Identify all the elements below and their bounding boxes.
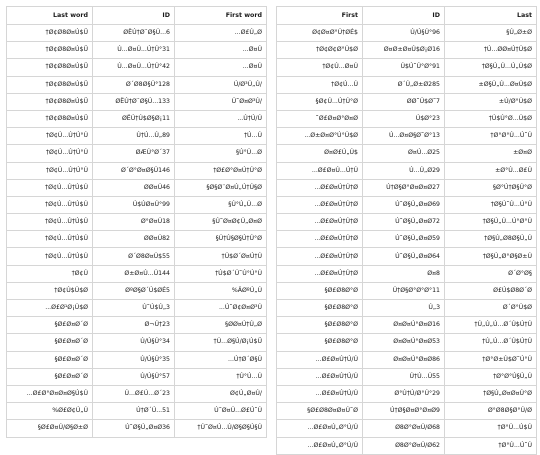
id-cell: Ú˜Ú$Ú„3 — [93, 300, 175, 317]
first-cell: ...Ø£Ø¤Ú†Ú/Ú — [277, 351, 363, 368]
table-row — [277, 162, 537, 179]
id-cell: Ú˜Ø§Ú„Ø¤Ø69 — [363, 196, 445, 213]
id-cell: Ú†Ø§Ø¤Ø°Ø¤Ø9 — [363, 403, 445, 420]
table-row — [7, 162, 267, 179]
id-cell: Ú...Ø¤Ú...Ú†Ú°31 — [93, 42, 175, 59]
id-cell: Ú/Ú§Ú°34 — [93, 334, 175, 351]
first-cell: ...Ø£Ø¤Ú†Ú†Ø — [277, 179, 363, 196]
table-row — [277, 110, 537, 127]
table-row — [277, 196, 537, 213]
last-cell: †Ø°Ú...Ú˜Ú — [445, 437, 537, 454]
last-word-cell: ...Ø£Ø¹Ø¡Ú$Ø — [7, 300, 93, 317]
id-cell: ØËÚ†Ú$Ø§Ø¡11 — [93, 110, 175, 127]
first-word-cell: §Ú°Ú„Ú...Ø — [175, 196, 267, 213]
table-row — [7, 42, 267, 59]
table-row — [7, 231, 267, 248]
last-cell: †Ø§Ú„Ø8Ø§Ú„Ú — [445, 231, 537, 248]
id-cell: Ú†Ú...Ú„89 — [93, 128, 175, 145]
id-cell: Ø8Ø°Ø¤Ú/Ø68 — [363, 420, 445, 437]
id-cell: Ø±Ø¤Ú...Ú144 — [93, 265, 175, 282]
id-cell: Ø¤Ø¤Ú°Ø¤Ø16 — [363, 317, 445, 334]
last-word-cell: †Ø¢Ú$Ú$Ø — [7, 282, 93, 299]
table-row — [7, 76, 267, 93]
table-row — [277, 248, 537, 265]
first-word-cell: †Ú...Ú — [175, 128, 267, 145]
first-word-cell: §ØØ¤Ú†Ú„Ø — [175, 317, 267, 334]
id-cell: Ø¤Ú...Ø25 — [363, 145, 445, 162]
last-cell: †Ø§Ú„Ú...Ú°Ø°Ú — [445, 214, 537, 231]
first-cell: ...Ø£Ø¤Ú†Ú†Ø — [277, 231, 363, 248]
last-cell: §Ø°Ú†Ø§Ú°Ø — [445, 179, 537, 196]
left-table — [6, 6, 267, 438]
last-cell: †Ú...ØØ¤Ú†Ú$Ø — [445, 42, 537, 59]
last-word-cell: §Ø£Ø¤Ø´Ø — [7, 334, 93, 351]
first-word-cell: ...Ú†Ø´Ø§Ú — [175, 351, 267, 368]
last-word-cell: †Ø¢Ø8Ø¤Ú$Ü — [7, 42, 93, 59]
table-row — [277, 214, 537, 231]
last-cell: Ø´Ø°Ú$Ø — [445, 300, 537, 317]
last-cell: §Ú„Ø±Ø — [445, 25, 537, 42]
table-row — [7, 196, 267, 213]
first-word-cell: †Ú°Ú...Ú — [175, 368, 267, 385]
first-cell: ...Ø£Ø¤Ú†Ú†Ø — [277, 248, 363, 265]
first-word-cell: †Ú$Ø´Ø¤Ú†Ú — [175, 248, 267, 265]
table-row — [277, 179, 537, 196]
last-word-cell: †Ø¢Ú...Ú†Ú$Ú — [7, 248, 93, 265]
table-row — [7, 248, 267, 265]
id-cell: ØËÚ†Ø¯Ø§Ú...6 — [93, 25, 175, 42]
first-cell: ...Ø±Ø¤Ø°Ú°Ú$Ø — [277, 128, 363, 145]
first-word-cell: ...Ø£Ú„Ø — [175, 25, 267, 42]
id-cell: Ø´Ø°Ø¤Ø§Ú146 — [93, 162, 175, 179]
table-row — [7, 385, 267, 402]
first-word-cell: ...Ø¤Ú — [175, 42, 267, 59]
first-word-cell: ...Ú†Ú/Ú — [175, 110, 267, 127]
table-row — [277, 282, 537, 299]
last-word-cell: ...Ø£Ø°Ø¤Ø¤Ø§Ú$Ú — [7, 385, 93, 402]
table-row — [277, 437, 537, 454]
last-cell: ±Ú/Ø°Ú$Ø — [445, 93, 537, 110]
first-cell: ...Ø£Ø¤Ú†Ú/Ú — [277, 385, 363, 402]
id-cell: Ø´Ú„Ø±Ø285 — [363, 76, 445, 93]
last-cell: †Ú$Ú°Ø...Ú$Ø — [445, 110, 537, 127]
id-cell: Ú†Ø§Ø°Ø¤Ø¤Ø27 — [363, 179, 445, 196]
table-row — [277, 403, 537, 420]
last-cell: †Ø°Ø°Ú...Ú˜Ú — [445, 128, 537, 145]
id-cell: Ø¤8 — [363, 265, 445, 282]
last-word-cell: †Ø¢Ú...Ú†Ú$Ú — [7, 231, 93, 248]
first-word-cell: †Ú...Ø§Ú/Ø¡Ú$Ü — [175, 334, 267, 351]
id-cell: Ú˜Ø§Ú„Ø¤Ø36 — [93, 420, 175, 437]
first-word-cell: ...Ø¤Ú — [175, 59, 267, 76]
right-header-last[interactable]: Last — [445, 7, 537, 25]
table-row — [7, 93, 267, 110]
last-cell: ±Ø¤Ø — [445, 145, 537, 162]
last-word-cell: †Ø¢Ú...Ú†Ú$Ú — [7, 179, 93, 196]
first-word-cell: §Ú†Ú§Ø§Ú†Ú°Ø — [175, 231, 267, 248]
id-cell: Ú˜Ø§Ú„Ø¤Ø59 — [363, 231, 445, 248]
id-cell: Ø°Ø¤Ú18 — [93, 214, 175, 231]
id-cell: Ø¤Ø¤Ú°Ø¤Ø53 — [363, 334, 445, 351]
first-word-cell: Ø¢Ú„Ø¤Ú/ — [175, 385, 267, 402]
id-cell: Ø¤Ø¤Ú°Ø¤Ø86 — [363, 351, 445, 368]
last-word-cell: †Ø¢Ø8Ø¤Ú$Ü — [7, 110, 93, 127]
last-cell: Ø´Ø°Ø§ — [445, 265, 537, 282]
table-row — [7, 128, 267, 145]
id-cell: Ú†Ú...Ú55 — [363, 368, 445, 385]
table-row — [277, 368, 537, 385]
table-row — [7, 25, 267, 42]
right-header-first[interactable]: First — [277, 7, 363, 25]
table-row — [7, 317, 267, 334]
last-word-cell: %Ø£Ø¢Ú„Ú — [7, 403, 93, 420]
last-word-cell: †Ø¢Ø8Ø¤Ú$Ü — [7, 25, 93, 42]
last-cell: ±Ø§Ú„Ú...Ø¤Ú$Ø — [445, 76, 537, 93]
first-cell: †Ø¢Ø¢Ø°Ú$Ø — [277, 42, 363, 59]
last-cell: ±Ø°Ú...Ø£Ú — [445, 162, 537, 179]
id-cell: Ø8Ø°Ø¤Ú/Ø62 — [363, 437, 445, 454]
last-word-cell: †Ø¢Ø8Ø¤Ú$Ü — [7, 93, 93, 110]
table-row — [277, 300, 537, 317]
table-row — [7, 351, 267, 368]
first-word-cell: §Ú˜Ø¤Ø¢Ú„Ø¤Ø — [175, 214, 267, 231]
first-cell: §Ø£Ø8Ø°Ø — [277, 317, 363, 334]
first-cell: §Ø£Ø8Ø¤Ø¤Ú˜Ø — [277, 403, 363, 420]
last-cell: †Ø§Ú„Ú...Ú„Ú$Ø — [445, 59, 537, 76]
first-word-cell: §Ø§Ø¨Ø¤Ú„Ú†Ú§Ø — [175, 179, 267, 196]
first-word-cell: Ú/Ø³Ú„Ú/ — [175, 76, 267, 93]
table-row — [7, 59, 267, 76]
id-cell: ØÆÚ°Ø´37 — [93, 145, 175, 162]
id-cell: Ú...Ø£Ú...Ø´23 — [93, 385, 175, 402]
table-row — [277, 420, 537, 437]
first-word-cell: ...Ú˜Ø¢Ø¤Ø³Ú — [175, 300, 267, 317]
left-header-last-word[interactable]: Last word — [7, 7, 93, 25]
id-cell: Ú„3 — [363, 300, 445, 317]
right-table — [276, 6, 537, 455]
id-cell: ØËÚ†Ø¯Ø§Ú...133 — [93, 93, 175, 110]
id-cell: Ú...Ú„Ø29 — [363, 162, 445, 179]
first-cell: §Ø¢Ú...Ú†Ú°Ø — [277, 93, 363, 110]
id-cell: ØØ˜Ú$Ø˜7 — [363, 93, 445, 110]
id-cell: Ú...Ø¤Ø§Ø˜Ø°13 — [363, 128, 445, 145]
first-word-cell: %ÄØºÚ„Ú — [175, 282, 267, 299]
first-word-cell: †Ú˜Ø¤Ú...Ú/Ø§Ø§Ú§Ú — [175, 420, 267, 437]
first-word-cell: §Ú°Ú...Ø — [175, 145, 267, 162]
left-header-id[interactable]: ID — [93, 7, 175, 25]
right-table-body — [277, 25, 537, 455]
table-row — [7, 179, 267, 196]
first-cell: †Ø¢Ú...Ú — [277, 76, 363, 93]
first-cell: §Ø£Ø8Ø°Ø — [277, 334, 363, 351]
table-row — [277, 265, 537, 282]
last-word-cell: †Ø¢Ú — [7, 265, 93, 282]
id-cell: Ú/Ú§Ú°35 — [93, 351, 175, 368]
table-row — [7, 420, 267, 437]
last-cell: Ø£Ú$Ø8Ø´Ø — [445, 282, 537, 299]
id-cell: Ú/Ú§Ú°57 — [93, 368, 175, 385]
first-cell: ...Ø£Ø¤Ú†Ú†Ø — [277, 265, 363, 282]
id-cell: Ú$ÚØ¤Ú°99 — [93, 196, 175, 213]
last-word-cell: †Ø¢Ø8Ø¤Ú$Ü — [7, 76, 93, 93]
table-row — [7, 368, 267, 385]
first-word-cell: Ú˜Ø¤Ø³Ú/ — [175, 93, 267, 110]
first-cell: §Ø£Ø8Ø°Ø — [277, 282, 363, 299]
last-word-cell: §Ø£Ø¤Ø´Ø — [7, 368, 93, 385]
right-header-row — [277, 7, 537, 25]
right-header-id[interactable]: ID — [363, 7, 445, 25]
id-cell: Ø´Ø8Ø§Ú°128 — [93, 76, 175, 93]
id-cell: Ø¤Ø±Ø¤Ú$Ø¡Ø16 — [363, 42, 445, 59]
id-cell: Ø°Ú†Ú/Ø°Ú°29 — [363, 385, 445, 402]
first-cell: ...Ø£Ø¤Ú...Ú†Ú — [277, 162, 363, 179]
last-word-cell: †Ø¢Ú...Ú†Ú°Ú — [7, 145, 93, 162]
first-cell: ...Ø£Ø¤Ú†Ú†Ø — [277, 196, 363, 213]
last-cell: †Ø§Ú„Ø°Ø§Ø±Ú — [445, 248, 537, 265]
table-row — [277, 351, 537, 368]
id-cell: Ú†Ø§Ø°Ø°Ø°11 — [363, 282, 445, 299]
last-word-cell: †Ø¢Ø8Ø¤Ú$Ü — [7, 59, 93, 76]
table-row — [277, 145, 537, 162]
table-row — [277, 317, 537, 334]
table-row — [277, 25, 537, 42]
last-word-cell: §Ø£Ø¤Ø´Ø — [7, 317, 93, 334]
id-cell: Ú$Ø°23 — [363, 110, 445, 127]
id-cell: Ø¬Ú†23 — [93, 317, 175, 334]
last-word-cell: †Ø¢Ú...Ú†Ú$Ú — [7, 214, 93, 231]
table-row — [277, 231, 537, 248]
table-row — [277, 59, 537, 76]
first-cell: ...Ø£Ø¤Ú„Ø°Ú/Ú — [277, 437, 363, 454]
id-cell: Ú...Ø¤Ú...Ú†Ú°42 — [93, 59, 175, 76]
table-row — [277, 385, 537, 402]
first-cell: ˜Ø£Ø¤Ø°Ø¤Ø — [277, 110, 363, 127]
last-cell: †Ú„Ú...Ø´Ú$Ú†Ú — [445, 334, 537, 351]
left-header-row — [7, 7, 267, 25]
first-cell: Ø¤Ø£Ú„Ú$ — [277, 145, 363, 162]
table-row — [7, 145, 267, 162]
table-row — [7, 265, 267, 282]
left-header-first-word[interactable]: First word — [175, 7, 267, 25]
last-cell: †Ø°Ø±Ú$Ø˜Ú°Ú — [445, 351, 537, 368]
table-row — [7, 110, 267, 127]
first-word-cell: †Ú$Ø´Ú˜Ú°Ú°Ú — [175, 265, 267, 282]
id-cell: Ú˜Ø§Ú„Ø¤Ø64 — [363, 248, 445, 265]
table-row — [7, 300, 267, 317]
first-cell: ...Ø£Ø¤Ú„Ø°Ú/Ú — [277, 420, 363, 437]
id-cell: ØØ¤Ú82 — [93, 231, 175, 248]
last-word-cell: §Ø£Ø¤Ú/Ø§Ø±Ø — [7, 420, 93, 437]
first-cell: §Ø£Ø8Ø°Ø — [277, 300, 363, 317]
last-word-cell: †Ø¢Ú...Ú†Ú$Ú — [7, 196, 93, 213]
first-word-cell: Ú˜Ø¤Ú...Ø£Ú˜Ú — [175, 403, 267, 420]
first-cell: ...Ø£Ø¤Ú†Ú†Ø — [277, 214, 363, 231]
table-row — [277, 128, 537, 145]
id-cell: Ú/Ú§Ú°96 — [363, 25, 445, 42]
last-word-cell: §Ø£Ø¤Ø´Ø — [7, 351, 93, 368]
id-cell: Ú˜Ø§Ú„Ø¤Ø72 — [363, 214, 445, 231]
table-row — [277, 42, 537, 59]
first-cell: †Ø¢Ú...Ø¤Ú — [277, 59, 363, 76]
table-row — [277, 76, 537, 93]
last-cell: †Ø°Ú...Ú$Ú — [445, 420, 537, 437]
first-cell: Ø¢Ø¤Ø°Ú†ØÉ$ — [277, 25, 363, 42]
table-row — [277, 93, 537, 110]
id-cell: ØºØ§Ø´Ú$ØÉ5 — [93, 282, 175, 299]
table-row — [7, 334, 267, 351]
table-row — [7, 403, 267, 420]
last-cell: †Ú„Ú„Ú...Ø´Ú$Ú†Ú — [445, 317, 537, 334]
last-cell: †Ø°Ø°Ú§Ú„Ú — [445, 368, 537, 385]
last-cell: Ø°Ø8Ø§Ø°Ú/Ø — [445, 403, 537, 420]
last-cell: †Ø§Ú„Ø¤Ø¤Ú°Ø — [445, 385, 537, 402]
table-row — [7, 282, 267, 299]
last-word-cell: †Ø¢Ú...Ú†Ú°Ú — [7, 128, 93, 145]
id-cell: ØØ¤Ú46 — [93, 179, 175, 196]
id-cell: Ú†Ø´Ú...51 — [93, 403, 175, 420]
id-cell: Ø´Ø8Ø¤Ú$55 — [93, 248, 175, 265]
last-word-cell: †Ø¢Ú...Ú†Ú°Ú — [7, 162, 93, 179]
first-word-cell: †Ø£Ø°Ø¤Ú†Ú°Ø — [175, 162, 267, 179]
id-cell: Ú$Ú˜Ú°Ø°91 — [363, 59, 445, 76]
table-row — [7, 214, 267, 231]
last-cell: †Ø§Ú˜Ú...Ú°Ú — [445, 196, 537, 213]
first-cell: ...Ø£Ø¤Ú†Ú/Ú — [277, 368, 363, 385]
left-table-body — [7, 25, 267, 438]
table-row — [277, 334, 537, 351]
